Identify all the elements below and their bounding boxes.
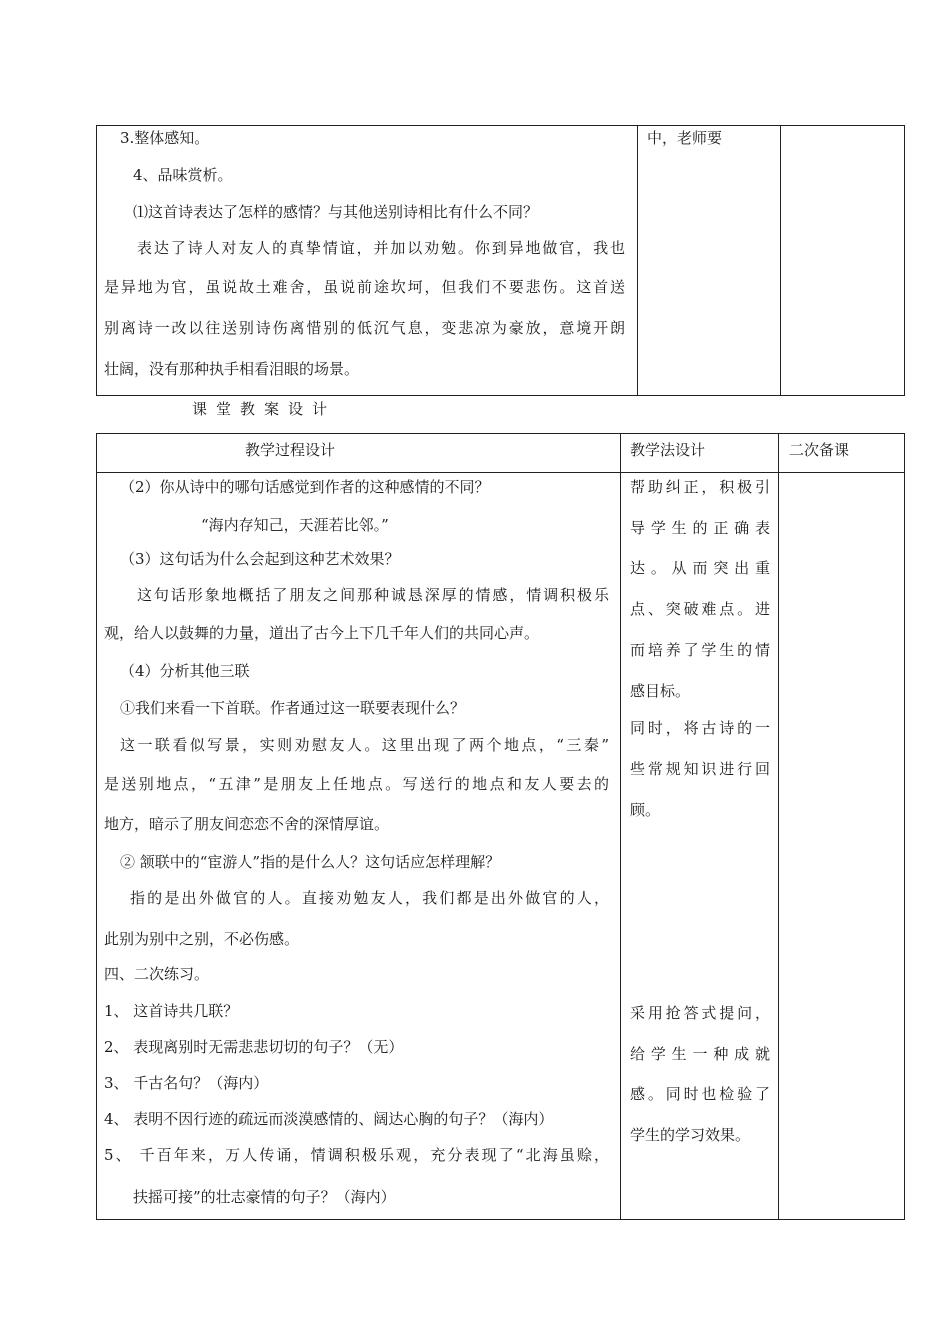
method-text: 导学生的正确表 — [630, 519, 770, 537]
method-text: 同时，将古诗的一 — [630, 719, 770, 737]
section-heading: 4、品味赏析。 — [133, 166, 233, 184]
header-process-design: 教学过程设计 — [245, 441, 336, 459]
method-text: 点、突破难点。进 — [630, 600, 770, 618]
column-divider — [620, 434, 621, 1219]
header-method-design: 教学法设计 — [630, 441, 706, 459]
answer-text: 观，给人以鼓舞的力量，道出了古今上下几千年人们的共同心声。 — [104, 624, 540, 642]
answer-text: 地方，暗示了朋友间恋恋不舍的深情厚谊。 — [104, 815, 390, 833]
answer-text: 此别为别中之别，不必伤感。 — [104, 930, 300, 948]
header-divider — [97, 472, 904, 473]
answer-text: 指的是出外做官的人。直接劝勉友人，我们都是出外做官的人， — [130, 889, 609, 907]
column-divider — [637, 126, 638, 395]
page-caption: 课堂教案设计 — [192, 400, 337, 418]
exercise-item: 1、 这首诗共几联？ — [104, 1002, 239, 1020]
method-text: 学生的学习效果。 — [630, 1126, 751, 1144]
method-text: 而培养了学生的情 — [630, 641, 770, 659]
method-text: 感。同时也检验了 — [630, 1085, 770, 1103]
method-text: 帮助纠正，积极引 — [630, 478, 770, 496]
exercise-item: 3、 千古名句？（海内） — [104, 1074, 269, 1092]
method-text: 给学生一种成就 — [630, 1045, 770, 1063]
quote-text: “海内存知己，天涯若比邻。” — [201, 516, 389, 534]
exercise-item: 4、 表明不因行迹的疏远而淡漠感情的、阔达心胸的句子？（海内） — [104, 1110, 554, 1128]
section-heading: 3.整体感知。 — [120, 129, 210, 147]
method-text: 采用抢答式提问， — [630, 1004, 770, 1022]
answer-text: 表达了诗人对友人的真挚情谊，并加以劝勉。你到异地做官，我也 — [137, 239, 625, 257]
question-text: （2）你从诗中的哪句话感觉到作者的这种感情的不同？ — [120, 478, 490, 496]
section-heading: 四、二次练习。 — [104, 965, 210, 983]
answer-text: 别离诗一改以往送别诗伤离惜别的低沉气息，变悲凉为豪放，意境开朗 — [104, 319, 625, 337]
answer-text: 这一联看似写景，实则劝慰友人。这里出现了两个地点，“三秦” — [120, 736, 609, 754]
question-text: ⑴这首诗表达了怎样的感情？与其他送别诗相比有什么不同？ — [133, 203, 539, 221]
answer-text: 是送别地点，“五津”是朋友上任地点。写送行的地点和友人要去的 — [104, 775, 609, 793]
method-text: 顾。 — [630, 801, 661, 819]
column-divider — [778, 434, 779, 1219]
exercise-item: 2、 表现离别时无需悲悲切切的句子？（无） — [104, 1038, 404, 1056]
method-text: 达。从而突出重 — [630, 559, 770, 577]
answer-text: 这句话形象地概括了朋友之间那种诚恳深厚的情感，情调积极乐 — [137, 586, 609, 604]
column-divider — [780, 126, 781, 395]
method-text: 些常规知识进行回 — [630, 760, 770, 778]
exercise-item: 5、 千百年来，万人传诵，情调积极乐观，充分表现了“北海虽赊， — [104, 1146, 609, 1164]
answer-text: 壮阔，没有那种执手相看泪眼的场景。 — [104, 360, 360, 378]
exercise-item: 扶摇可接”的壮志豪情的句子？（海内） — [133, 1188, 396, 1206]
question-text: ② 颔联中的“宦游人”指的是什么人？这句话应怎样理解？ — [120, 853, 501, 871]
method-text: 中，老师要 — [647, 129, 723, 147]
method-text: 感目标。 — [630, 682, 691, 700]
question-text: （3）这句话为什么会起到这种艺术效果？ — [120, 550, 400, 568]
question-text: ①我们来看一下首联。作者通过这一联要表现什么？ — [120, 699, 466, 717]
answer-text: 是异地为官，虽说故土难舍，虽说前途坎坷，但我们不要悲伤。这首送 — [104, 278, 625, 296]
subsection-heading: （4）分析其他三联 — [120, 662, 250, 680]
header-second-prep: 二次备课 — [789, 441, 850, 459]
